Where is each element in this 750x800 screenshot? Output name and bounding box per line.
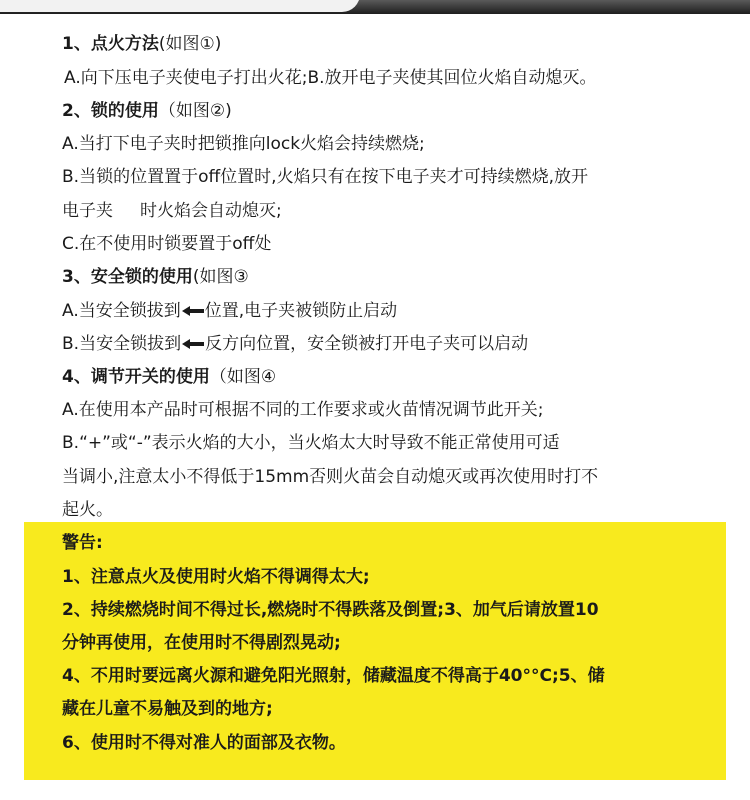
warning-line-2: 2、持续燃烧时间不得过长,燃烧时不得跌落及倒置;3、加气后请放置10 [62,600,599,620]
section-1-heading [62,32,221,56]
warning-line-3: 分钟再使用，在使用时不得剧烈晃动; [62,633,341,653]
section-4-line-2: B.“+”或“-”表示火焰的大小，当火焰太大时导致不能正常使用可适 [62,433,560,453]
section-4-line-1: A.在使用本产品时可根据不同的工作要求或火苗情况调节此开关; [62,400,544,420]
section-2-line-2: B.当锁的位置置于off位置时,火焰只有在按下电子夹才可持续燃烧,放开 [62,167,588,187]
warning-line-6: 6、使用时不得对准人的面部及衣物。 [62,733,346,753]
section-4-line-4: 起火。 [62,500,113,520]
left-arrow-icon [182,339,204,349]
section-2-line-3: 电子夹 时火焰会自动熄灭; [62,201,282,221]
warning-title: 警告: [62,533,103,553]
section-1-title: 1、点火方法 [62,34,159,54]
section-3-line-1 [62,299,397,323]
section-2-heading [62,99,232,123]
section-2-figure-ref: （如图②) [158,101,232,121]
section-2-line-1: A.当打下电子夹时把锁推向lock火焰会持续燃烧; [62,134,425,154]
section-3-title: 3、安全锁的使用 [62,267,193,287]
top-banner [0,0,750,14]
section-3-line-1-after: 位置,电子夹被锁防止启动 [204,301,398,321]
warning-line-1: 1、注意点火及使用时火焰不得调得太大; [62,567,370,587]
warning-line-5: 藏在儿童不易触及到的地方; [62,699,273,719]
section-4-heading [62,365,276,389]
section-4-figure-ref: （如图④ [209,367,277,387]
section-1-line-1: A.向下压电子夹使电子打出火花;B.放开电子夹使其回位火焰自动熄灭。 [64,68,597,88]
section-3-line-2-before: B.当安全锁拔到 [62,334,182,354]
section-3-line-1-before: A.当安全锁拔到 [62,301,181,321]
section-3-figure-ref: (如图③ [192,267,249,287]
section-3-line-2 [62,332,528,356]
section-4-line-3: 当调小,注意太小不得低于15mm否则火苗会自动熄灭或再次使用时打不 [62,467,599,487]
section-2-title: 2、锁的使用 [62,101,159,121]
left-arrow-icon [182,306,204,316]
section-3-heading [62,265,249,289]
section-4-title: 4、调节开关的使用 [62,367,210,387]
warning-line-4: 4、不用时要远离火源和避免阳光照射，储藏温度不得高于40°°C;5、储 [62,666,605,686]
banner-curve [0,0,360,12]
section-3-line-2-after: 反方向位置，安全锁被打开电子夹可以启动 [205,334,529,354]
section-2-line-4: C.在不使用时锁要置于off处 [62,234,272,254]
section-1-figure-ref: (如图①) [158,34,222,54]
